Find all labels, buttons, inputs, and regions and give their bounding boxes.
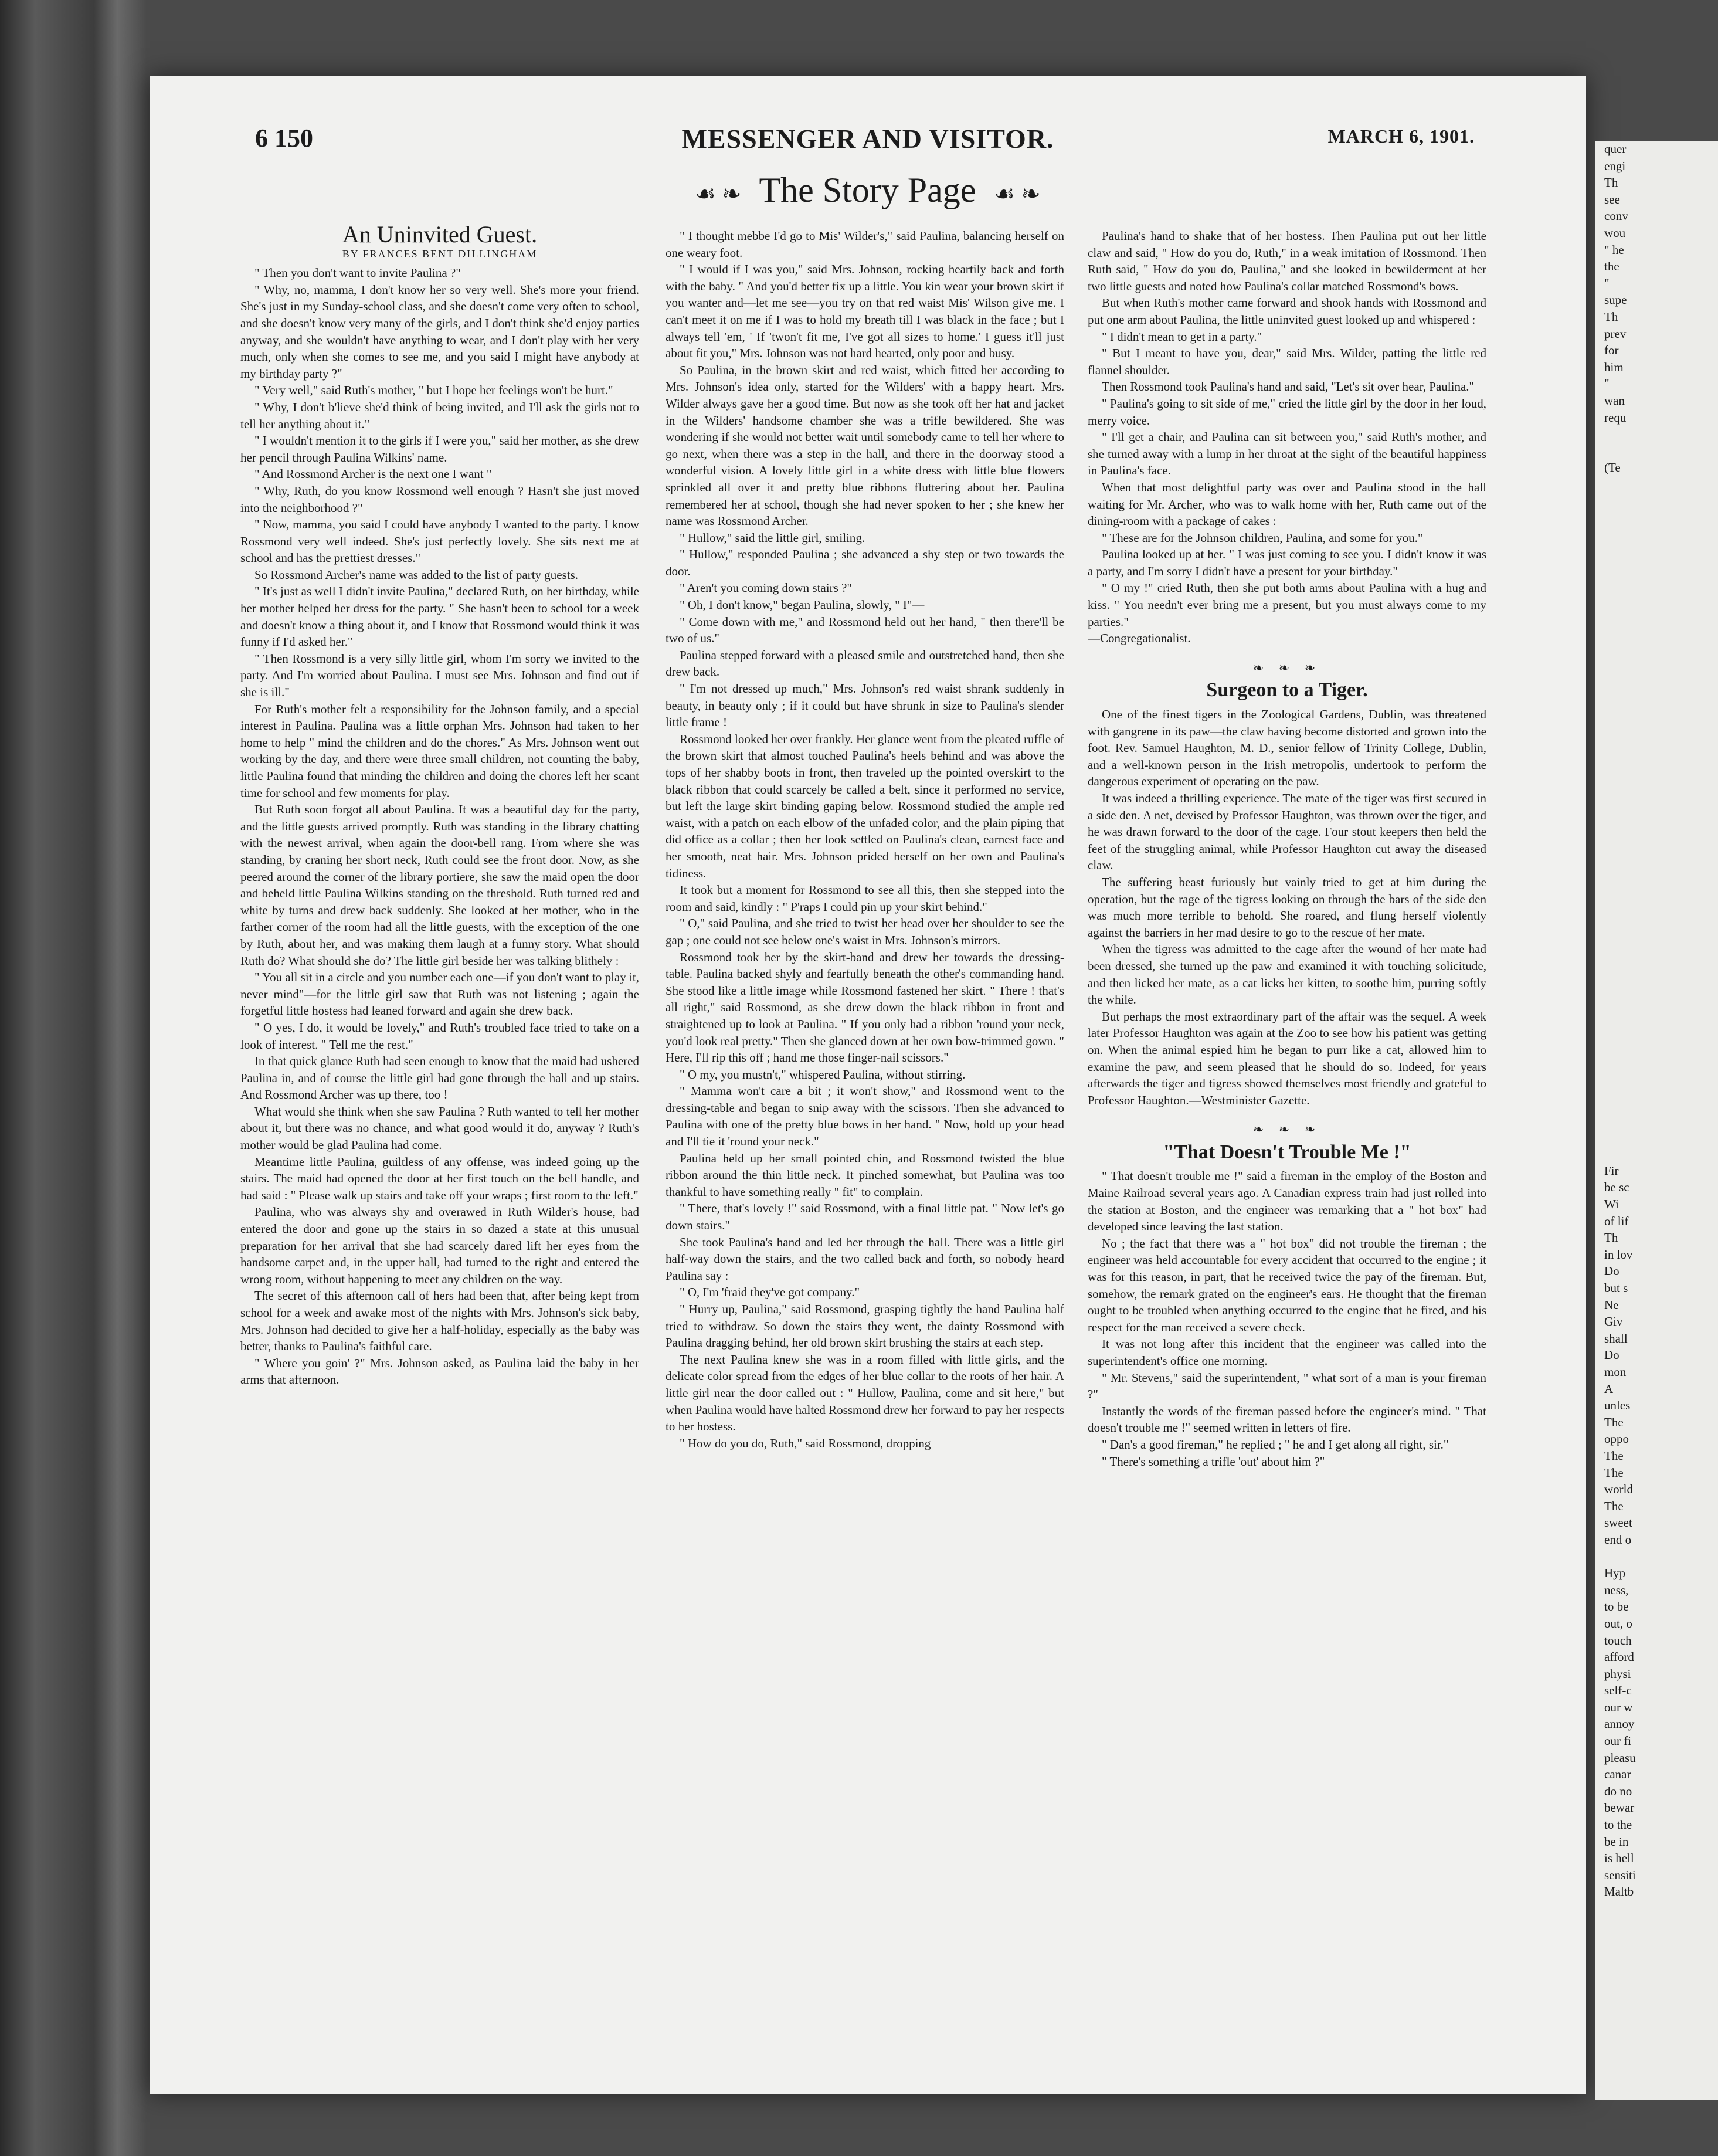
paragraph: " Why, no, mamma, I don't know her so very well. She's more your friend. She's just in my Sunday-school class, and she doesn't come very often to school, and she doesn't know very many of the girls, and I don't think she'd enjoy parties anyway, and she wouldn't have anything to wear, and I don't play with her very much, only when she comes to see me, and you said I might have anybody at my birthday party ?"	[240, 282, 639, 381]
fragment-line: Hyp	[1604, 1566, 1626, 1581]
paragraph: " Paulina's going to sit side of me," cried the little girl by the door in her loud, merry voice.	[1088, 396, 1486, 428]
fragment-line	[1595, 426, 1718, 443]
paragraph: " Aren't you coming down stairs ?"	[680, 581, 852, 595]
section-title: The Story Page	[759, 171, 976, 209]
article-body	[240, 265, 639, 1388]
paragraph: " Then you don't want to invite Paulina ?"	[254, 266, 461, 280]
paragraph: It was not long after this incident that the engineer was called into the superintendent's office one morning.	[1088, 1337, 1486, 1368]
ornament-left-icon: ☙ ❧	[695, 180, 742, 207]
fragment-line: A	[1604, 1381, 1614, 1396]
paragraph: In that quick glance Ruth had seen enough to know that the maid had ushered Paulina in, and of course the little girl had gone through the hall and up stairs. And Rossmond Archer was up there, too !	[240, 1054, 639, 1102]
fragment-line: Do	[1604, 1348, 1619, 1362]
paragraph: It took but a moment for Rossmond to see all this, then she stepped into the room and said, kindly : " P'raps I could pin up your skirt behind."	[666, 883, 1064, 914]
fragment-line: Do	[1604, 1264, 1619, 1279]
column-3	[1088, 228, 1486, 2075]
paragraph: " Mamma won't care a bit ; it won't show," and Rossmond went to the dressing-table and began to snip away with the scissors. Then she advanced to Paulina with one of the pretty blue bows in her hand. " Now, hold up your head and I'll tie it 'round your neck."	[666, 1084, 1064, 1149]
section-heading	[150, 170, 1586, 223]
article-body-trouble	[1088, 1168, 1486, 1470]
paragraph: " Oh, I don't know," began Paulina, slowly, " I"—	[680, 598, 925, 612]
fragment-line: our fi	[1604, 1734, 1632, 1748]
fragment-line: sensiti	[1604, 1867, 1636, 1882]
fragment-line: Ne	[1604, 1297, 1619, 1312]
paragraph: " How do you do, Ruth," said Rossmond, dropping	[680, 1436, 931, 1450]
article-title-surgeon-tiger: Surgeon to a Tiger.	[1206, 679, 1368, 701]
section-separator-2: ❧ ❧ ❧	[1252, 1122, 1322, 1137]
adjacent-page-edge	[1595, 141, 1718, 2100]
paragraph: " It's just as well I didn't invite Paulina," declared Ruth, on her birthday, while her mother helped her dress for the party. " She hasn't been to school for a week and doesn't know a thing about it, and I know that Rossmond would think it was funny if I'd asked her."	[240, 584, 639, 649]
paragraph: When the tigress was admitted to the cage after the wound of her mate had been dressed, she turned up the paw and examined it with touching solicitude, and then licked her mate, as a cat licks her kitten, to soothe him, purring softly the while.	[1088, 942, 1486, 1007]
paragraph: But when Ruth's mother came forward and shook hands with Rossmond and put one arm about Paulina, the little uninvited guest looked up and whispered :	[1088, 296, 1486, 327]
article-byline: BY FRANCES BENT DILLINGHAM	[342, 248, 538, 260]
fragment-line: conv	[1604, 209, 1628, 223]
fragment-line: Th	[1604, 1230, 1618, 1245]
paragraph: The suffering beast furiously but vainly tried to get at him during the operation, but the rage of the tigress looking on through the bars of the side den was much more terrible to behold. She roared, and flung herself violently against the barriers in her mad desire to go to the rescue of her mate.	[1088, 874, 1486, 940]
paragraph: Paulina stepped forward with a pleased smile and outstretched hand, then she drew back.	[666, 648, 1064, 679]
paragraph: So Rossmond Archer's name was added to the list of party guests.	[254, 567, 579, 582]
fragment-line: requ	[1604, 410, 1627, 425]
article-body-end	[1088, 228, 1486, 630]
fragment-line: of lif	[1604, 1213, 1629, 1228]
paragraph: When that most delightful party was over and Paulina stood in the hall waiting for Mr. Archer, who was to walk home with her, Ruth came out of the dining-room with a package of cakes :	[1088, 480, 1486, 528]
fragment-line: Wi	[1604, 1197, 1619, 1212]
fragment-line: canar	[1604, 1767, 1631, 1782]
fragment-line: supe	[1604, 293, 1627, 307]
paragraph: " Dan's a good fireman," he replied ; " he and I get along all right, sir."	[1102, 1437, 1449, 1452]
fragment-line: shall	[1604, 1331, 1628, 1345]
paragraph: One of the finest tigers in the Zoological Gardens, Dublin, was threatened with gangrene in its paw—the claw having become distorted and grown into the foot. Rev. Samuel Haughton, M. D., senior fellow of Trinity College, Dublin, and a well-known person in the Irish metropolis, undertook to perform the dangerous experiment of operating on the paw.	[1088, 707, 1486, 789]
paragraph: " Hurry up, Paulina," said Rossmond, grasping tightly the hand Paulina half tried to withdraw. So down the stairs they went, the dainty Rossmond with Paulina dragging behind, her old brown skirt brushing the stairs at each step.	[666, 1302, 1064, 1350]
paragraph: For Ruth's mother felt a responsibility for the Johnson family, and a special interest in Paulina. Paulina was a little orphan Mrs. Johnson had taken to her home to help " mind the children and do the chores." As Mrs. Johnson went out working by the day, and there were three small children, not counting the baby, little Paulina found that minding the children and doing the chores left her scant time for school and few moments for play.	[240, 701, 639, 800]
paragraph: " I didn't mean to get in a party."	[1102, 329, 1262, 344]
paragraph: " You all sit in a circle and you number each one—if you don't want to play it, never mind"—for the little girl saw that Ruth was not listening ; again the forgetful little hostess had leaned forward and again she drew back.	[240, 970, 639, 1018]
fragment-line: afford	[1604, 1650, 1634, 1665]
paragraph: Rossmond took her by the skirt-band and drew her towards the dressing-table. Paulina backed shyly and fearfully beneath the other's commanding hand. She stood like a little image while Rossmond fastened her skirt. " There ! that's all right," said Rossmond, as she drew down the black ribbon in front and straightened up to look at Paulina. " If you only had a ribbon 'round your neck, you'd look real pretty." Then she glanced down at her own bow-trimmed gown. " Here, I'll rip this off ; hand me those finger-nail scissors."	[666, 950, 1064, 1065]
paragraph: Then Rossmond took Paulina's hand and said, "Let's sit over hear, Paulina."	[1102, 379, 1475, 394]
fragment-line: "	[1604, 276, 1610, 290]
paragraph: Instantly the words of the fireman passed before the engineer's mind. " That doesn't trouble me !" seemed written in letters of fire.	[1088, 1404, 1486, 1435]
fragment-line: self-c	[1604, 1683, 1632, 1698]
paragraph: The next Paulina knew she was in a room filled with little girls, and the delicate color spread from the edges of her blue collar to the roots of her hair. A little girl near the door called out : " Hullow, Paulina, come and sit here," but when Paulina would have halted Rossmond drew her forward to pay her respects to her hostess.	[666, 1352, 1064, 1434]
fragment-line: bewar	[1604, 1801, 1635, 1815]
fragment-line: Th	[1604, 175, 1618, 190]
fragment-line: wan	[1604, 393, 1625, 408]
adjacent-page-top-fragments	[1595, 141, 1718, 476]
fragment-line: physi	[1604, 1666, 1631, 1681]
masthead	[150, 123, 1586, 164]
fragment-line: the	[1604, 259, 1619, 274]
fragment-line: ness,	[1604, 1582, 1629, 1597]
fragment-line: out, o	[1604, 1616, 1632, 1630]
paragraph: " Then Rossmond is a very silly little girl, whom I'm sorry we invited to the party. And I'm worried about Paulina. I must see Mrs. Johnson and find out if she is ill."	[240, 651, 639, 700]
paragraph: " Hullow," responded Paulina ; she advanced a shy step or two towards the door.	[666, 547, 1064, 578]
fragment-line: engi	[1604, 158, 1626, 173]
fragment-line: pleasu	[1604, 1750, 1636, 1765]
paragraph: " But I meant to have you, dear," said Mrs. Wilder, patting the little red flannel shoulder.	[1088, 346, 1486, 377]
paragraph: She took Paulina's hand and led her through the hall. There was a little girl half-way down the stairs, and the two called back and forth, so nobody heard Paulina say :	[666, 1235, 1064, 1283]
paragraph: " These are for the Johnson children, Paulina, and some for you."	[1102, 530, 1423, 545]
paragraph: " I thought mebbe I'd go to Mis' Wilder's," said Paulina, balancing herself on one weary foot.	[666, 229, 1064, 260]
paragraph: " Come down with me," and Rossmond held out her hand, " then there'll be two of us."	[666, 614, 1064, 646]
paragraph: But Ruth soon forgot all about Paulina. It was a beautiful day for the party, and the little guests arrived promptly. Ruth was standing in the library chatting with the newest arrival, when again the door-bell rang. From where she was standing, by craning her short neck, Ruth could see the front door. Now, as she peered around the corner of the library portiere, she saw the maid open the door and beheld little Paulina Wilkins standing on the threshold. Ruth turned red and white by turns and drew back suddenly. She looked at her mother, who in the farther corner of the room had all the little guests, with the exception of the one by Ruth, about her, and was making them laugh at a funny story. What should Ruth do? What should she do? The little girl beside her was talking blithely :	[240, 802, 639, 968]
paragraph: " I wouldn't mention it to the girls if I were you," said her mother, as she drew her pencil through Paulina Wilkins' name.	[240, 433, 639, 465]
paragraph: No ; the fact that there was a " hot box" did not trouble the fireman ; the engineer was held accountable for every accident that occurred to the engine ; it was for this reason, in part, that he received twice the pay of the fireman. But, somehow, the remark grated on the engineer's ears. He thought that the fireman ought to be troubled when anything occurred to the engine that he fired, and his respect for the man received a severe check.	[1088, 1236, 1486, 1334]
paragraph: " O my, you mustn't," whispered Paulina, without stirring.	[680, 1067, 966, 1082]
fragment-line: to be	[1604, 1599, 1629, 1614]
fragment-line: be in	[1604, 1834, 1629, 1849]
adjacent-page-gap	[1595, 476, 1718, 1162]
paragraph: " O," said Paulina, and she tried to twist her head over her shoulder to see the gap ; one could not see below one's waist in Mrs. Johnson's mirrors.	[666, 916, 1064, 947]
paragraph: " Now, mamma, you said I could have anybody I wanted to the party. I know Rossmond very well indeed. She's just perfectly lovely. She sits next me at school and has the prettiest dresses."	[240, 517, 639, 565]
column-1	[240, 223, 639, 2070]
newspaper-page	[150, 76, 1586, 2094]
fragment-line: world	[1604, 1482, 1633, 1497]
newspaper-title: MESSENGER AND VISITOR.	[681, 124, 1054, 154]
fragment-line: do no	[1604, 1784, 1632, 1798]
paragraph: " Hullow," said the little girl, smiling.	[680, 530, 865, 545]
paragraph: " There's something a trifle 'out' about him ?"	[1102, 1454, 1325, 1469]
paragraph: Paulina held up her small pointed chin, and Rossmond twisted the blue ribbon around the thin little neck. It pinched somewhat, but Paulina was too thankful to have something really " fit" to complain.	[666, 1151, 1064, 1199]
article-credit: —Congregationalist.	[1088, 631, 1191, 646]
fragment-line	[1595, 1548, 1718, 1565]
fragment-line: Giv	[1604, 1314, 1623, 1329]
fragment-line: oppo	[1604, 1432, 1629, 1446]
fragment-line: The	[1604, 1465, 1624, 1480]
fragment-line: mon	[1604, 1365, 1627, 1379]
paragraph: " Why, I don't b'lieve she'd think of being invited, and I'll ask the girls not to tell her anything about it."	[240, 399, 639, 431]
paragraph: Paulina looked up at her. " I was just coming to see you. I didn't know it was a party, and I'm sorry I didn't have a present for your birthday."	[1088, 547, 1486, 578]
fragment-line: annoy	[1604, 1717, 1635, 1731]
article-title-trouble: "That Doesn't Trouble Me !"	[1163, 1141, 1411, 1163]
fragment-line: The	[1604, 1415, 1624, 1429]
paragraph: But perhaps the most extraordinary part of the affair was the sequel. A week later Professor Haughton was again at the Zoo to see how his patient was getting on. When the animal espied him he began to purr like a cat, allowed him to examine the paw, and seem pleased that he should do so. Indeed, for years afterwards the tiger and tigress showed themselves most friendly and grateful to Professor Haughton.—Westminister Gazette.	[1088, 1009, 1486, 1107]
paragraph: Paulina, who was always shy and overawed in Ruth Wilder's house, had entered the door and gone up the stairs in so dazed a state at this unusual preparation for her arrival that she had scarcely dared lift her eyes from the handsome carpet and, in the upper hall, had turned to the right and entered the wrong room, without happening to meet any children on the way.	[240, 1205, 639, 1286]
fragment-line: The	[1604, 1448, 1624, 1463]
section-separator-1: ❧ ❧ ❧	[1252, 660, 1322, 675]
article-body-continued	[666, 228, 1064, 1452]
page-number: 6 150	[255, 124, 313, 152]
paragraph: " There, that's lovely !" said Rossmond, with a final little pat. " Now let's go down stairs."	[666, 1201, 1064, 1233]
paragraph: It was indeed a thrilling experience. The mate of the tiger was first secured in a side den. A net, devised by Professor Haughton, was thrown over the tiger, and he was drawn forward to the door of the cage. Four stout keepers then held the feet of the struggling animal, while Professor Haughton cut away the diseased claw.	[1088, 791, 1486, 873]
fragment-line: The	[1604, 1499, 1624, 1513]
paragraph: " O, I'm 'fraid they've got company."	[680, 1285, 860, 1300]
article-title-uninvited-guest: An Uninvited Guest.	[342, 223, 538, 248]
fragment-line: Maltb	[1604, 1884, 1634, 1899]
paragraph: " That doesn't trouble me !" said a fireman in the employ of the Boston and Maine Railroad several years ago. A Canadian express train had just rolled into the station at Boston, and the engineer was remarking that a " hot box" had developed since leaving the last station.	[1088, 1169, 1486, 1234]
fragment-line: to the	[1604, 1818, 1632, 1832]
fragment-line: quer	[1604, 142, 1627, 156]
fragment-line: him	[1604, 360, 1624, 374]
fragment-line: see	[1604, 192, 1620, 206]
fragment-line: Fir	[1604, 1163, 1619, 1178]
fragment-line: " he	[1604, 242, 1624, 257]
issue-date: MARCH 6, 1901.	[1327, 126, 1475, 147]
fragment-line: but s	[1604, 1281, 1628, 1296]
paragraph: What would she think when she saw Paulina ? Ruth wanted to tell her mother about it, but there was no chance, and what good would it do, anyway ? Ruth's mother would be glad Paulina had come.	[240, 1104, 639, 1152]
fragment-line: in lov	[1604, 1247, 1633, 1262]
paragraph: Meantime little Paulina, guiltless of any offense, was indeed going up the stairs. The maid had opened the door at her first touch on the bell handle, and had said : " Please walk up stairs and take off your wraps ; first room to the left."	[240, 1154, 639, 1202]
paragraph: " Why, Ruth, do you know Rossmond well enough ? Hasn't she just moved into the neighborhood ?"	[240, 483, 639, 515]
fragment-line: for	[1604, 343, 1619, 358]
paragraph: " O my !" cried Ruth, then she put both arms about Paulina with a hug and kiss. " You needn't ever bring me a present, but you must always come to my parties."	[1088, 581, 1486, 629]
fragment-line: Th	[1604, 309, 1618, 324]
paragraph: " I'm not dressed up much," Mrs. Johnson's red waist shrank suddenly in beauty, in beauty only ; if it could but have shrunk in size to Paulina's slender little frame !	[666, 682, 1064, 730]
fragment-line: end o	[1604, 1532, 1632, 1547]
fragment-line: "	[1604, 377, 1610, 391]
ornament-right-icon: ☙ ❧	[994, 180, 1041, 207]
fragment-line: our w	[1604, 1700, 1633, 1714]
fragment-line: prev	[1604, 326, 1627, 341]
article-body-tiger	[1088, 706, 1486, 1108]
adjacent-page-bottom-fragments	[1595, 1162, 1718, 1900]
fragment-line: (Te	[1604, 460, 1621, 475]
paragraph: " O yes, I do, it would be lovely," and Ruth's troubled face tried to take on a look of interest. " Tell me the rest."	[240, 1020, 639, 1052]
paragraph: Paulina's hand to shake that of her hostess. Then Paulina put out her little claw and said, " How do you do, Ruth," in a weak imitation of Rossmond. Then Ruth said, " How do you do, Paulina," and she looked in bewilderment at her two little guests and noted how Paulina's collar matched Rossmond's bows.	[1088, 229, 1486, 293]
fragment-line: touch	[1604, 1633, 1632, 1647]
fragment-line: sweet	[1604, 1516, 1632, 1530]
column-2	[666, 228, 1064, 2075]
fragment-line: is hell	[1604, 1851, 1634, 1866]
paragraph: So Paulina, in the brown skirt and red waist, which fitted her according to Mrs. Johnson's idea only, started for the Wilders' with a happy heart. Mrs. Wilder always gave her a good time. But now as she took off her hat and jacket in the Wilders' handsome chamber she was a trifle bewildered. She was wondering if she would not better wait until somebody came to tell her where to go next, when there was a step in the hall, and there in the doorway stood a wonderful vision. A lovely little girl in a white dress with little blue flowers sprinkled all over it and pretty blue ribbons fluttering about her. Paulina remembered her at school, though she had never spoken to her ; she knew her name was Rossmond Archer.	[666, 362, 1064, 528]
fragment-line: unles	[1604, 1398, 1631, 1413]
paragraph: " Very well," said Ruth's mother, " but I hope her feelings won't be hurt."	[254, 383, 613, 398]
paragraph: " I would if I was you," said Mrs. Johnson, rocking heartily back and forth with the baby. " And you'd better fix up a little. You kin wear your brown skirt if you wanter and—let me see—you try on that red waist Mis' Wilson give me. I can't meet it on me if I was to hold my breath till I was black in the face ; but I always tell 'em, ' If 'twon't fit me, I've got all sizes to home.' I guess it'll just about fit you," Mrs. Johnson was not hard hearted, only poor and busy.	[666, 262, 1064, 361]
paragraph: Rossmond looked her over frankly. Her glance went from the pleated ruffle of the brown skirt that almost touched Paulina's heels behind and was above the tops of her shabby boots in front, then traveled up the pointed overskirt to the black ribbon that could scarcely be called a belt, since it performed no service, but left the large skirt binding gaping below. Rossmond studied the ample red waist, with a patch on each elbow of the unfaded color, and the plain piping that did office as a collar ; then her look settled on Paulina's clean, earnest face and her smooth, neat hair. Mrs. Johnson prided herself on her own and Paulina's tidiness.	[666, 731, 1064, 880]
paragraph: " Where you goin' ?" Mrs. Johnson asked, as Paulina laid the baby in her arms that afternoon.	[240, 1355, 639, 1387]
fragment-line: wou	[1604, 225, 1626, 240]
paragraph: " Mr. Stevens," said the superintendent, " what sort of a man is your fireman ?"	[1088, 1370, 1486, 1402]
paragraph: " I'll get a chair, and Paulina can sit between you," said Ruth's mother, and she turned away with a lump in her throat at the sight of the beautiful happiness in Paulina's face.	[1088, 430, 1486, 478]
fragment-line: be sc	[1604, 1180, 1629, 1195]
fragment-line	[1595, 443, 1718, 460]
paragraph: " And Rossmond Archer is the next one I want "	[254, 467, 492, 482]
paragraph: The secret of this afternoon call of hers had been that, after being kept from school for a week and awake most of the nights with Mrs. Johnson's sick baby, Mrs. Johnson had decided to give her a half-holiday, especially as the baby was better, thanks to Paulina's faithful care.	[240, 1289, 639, 1354]
